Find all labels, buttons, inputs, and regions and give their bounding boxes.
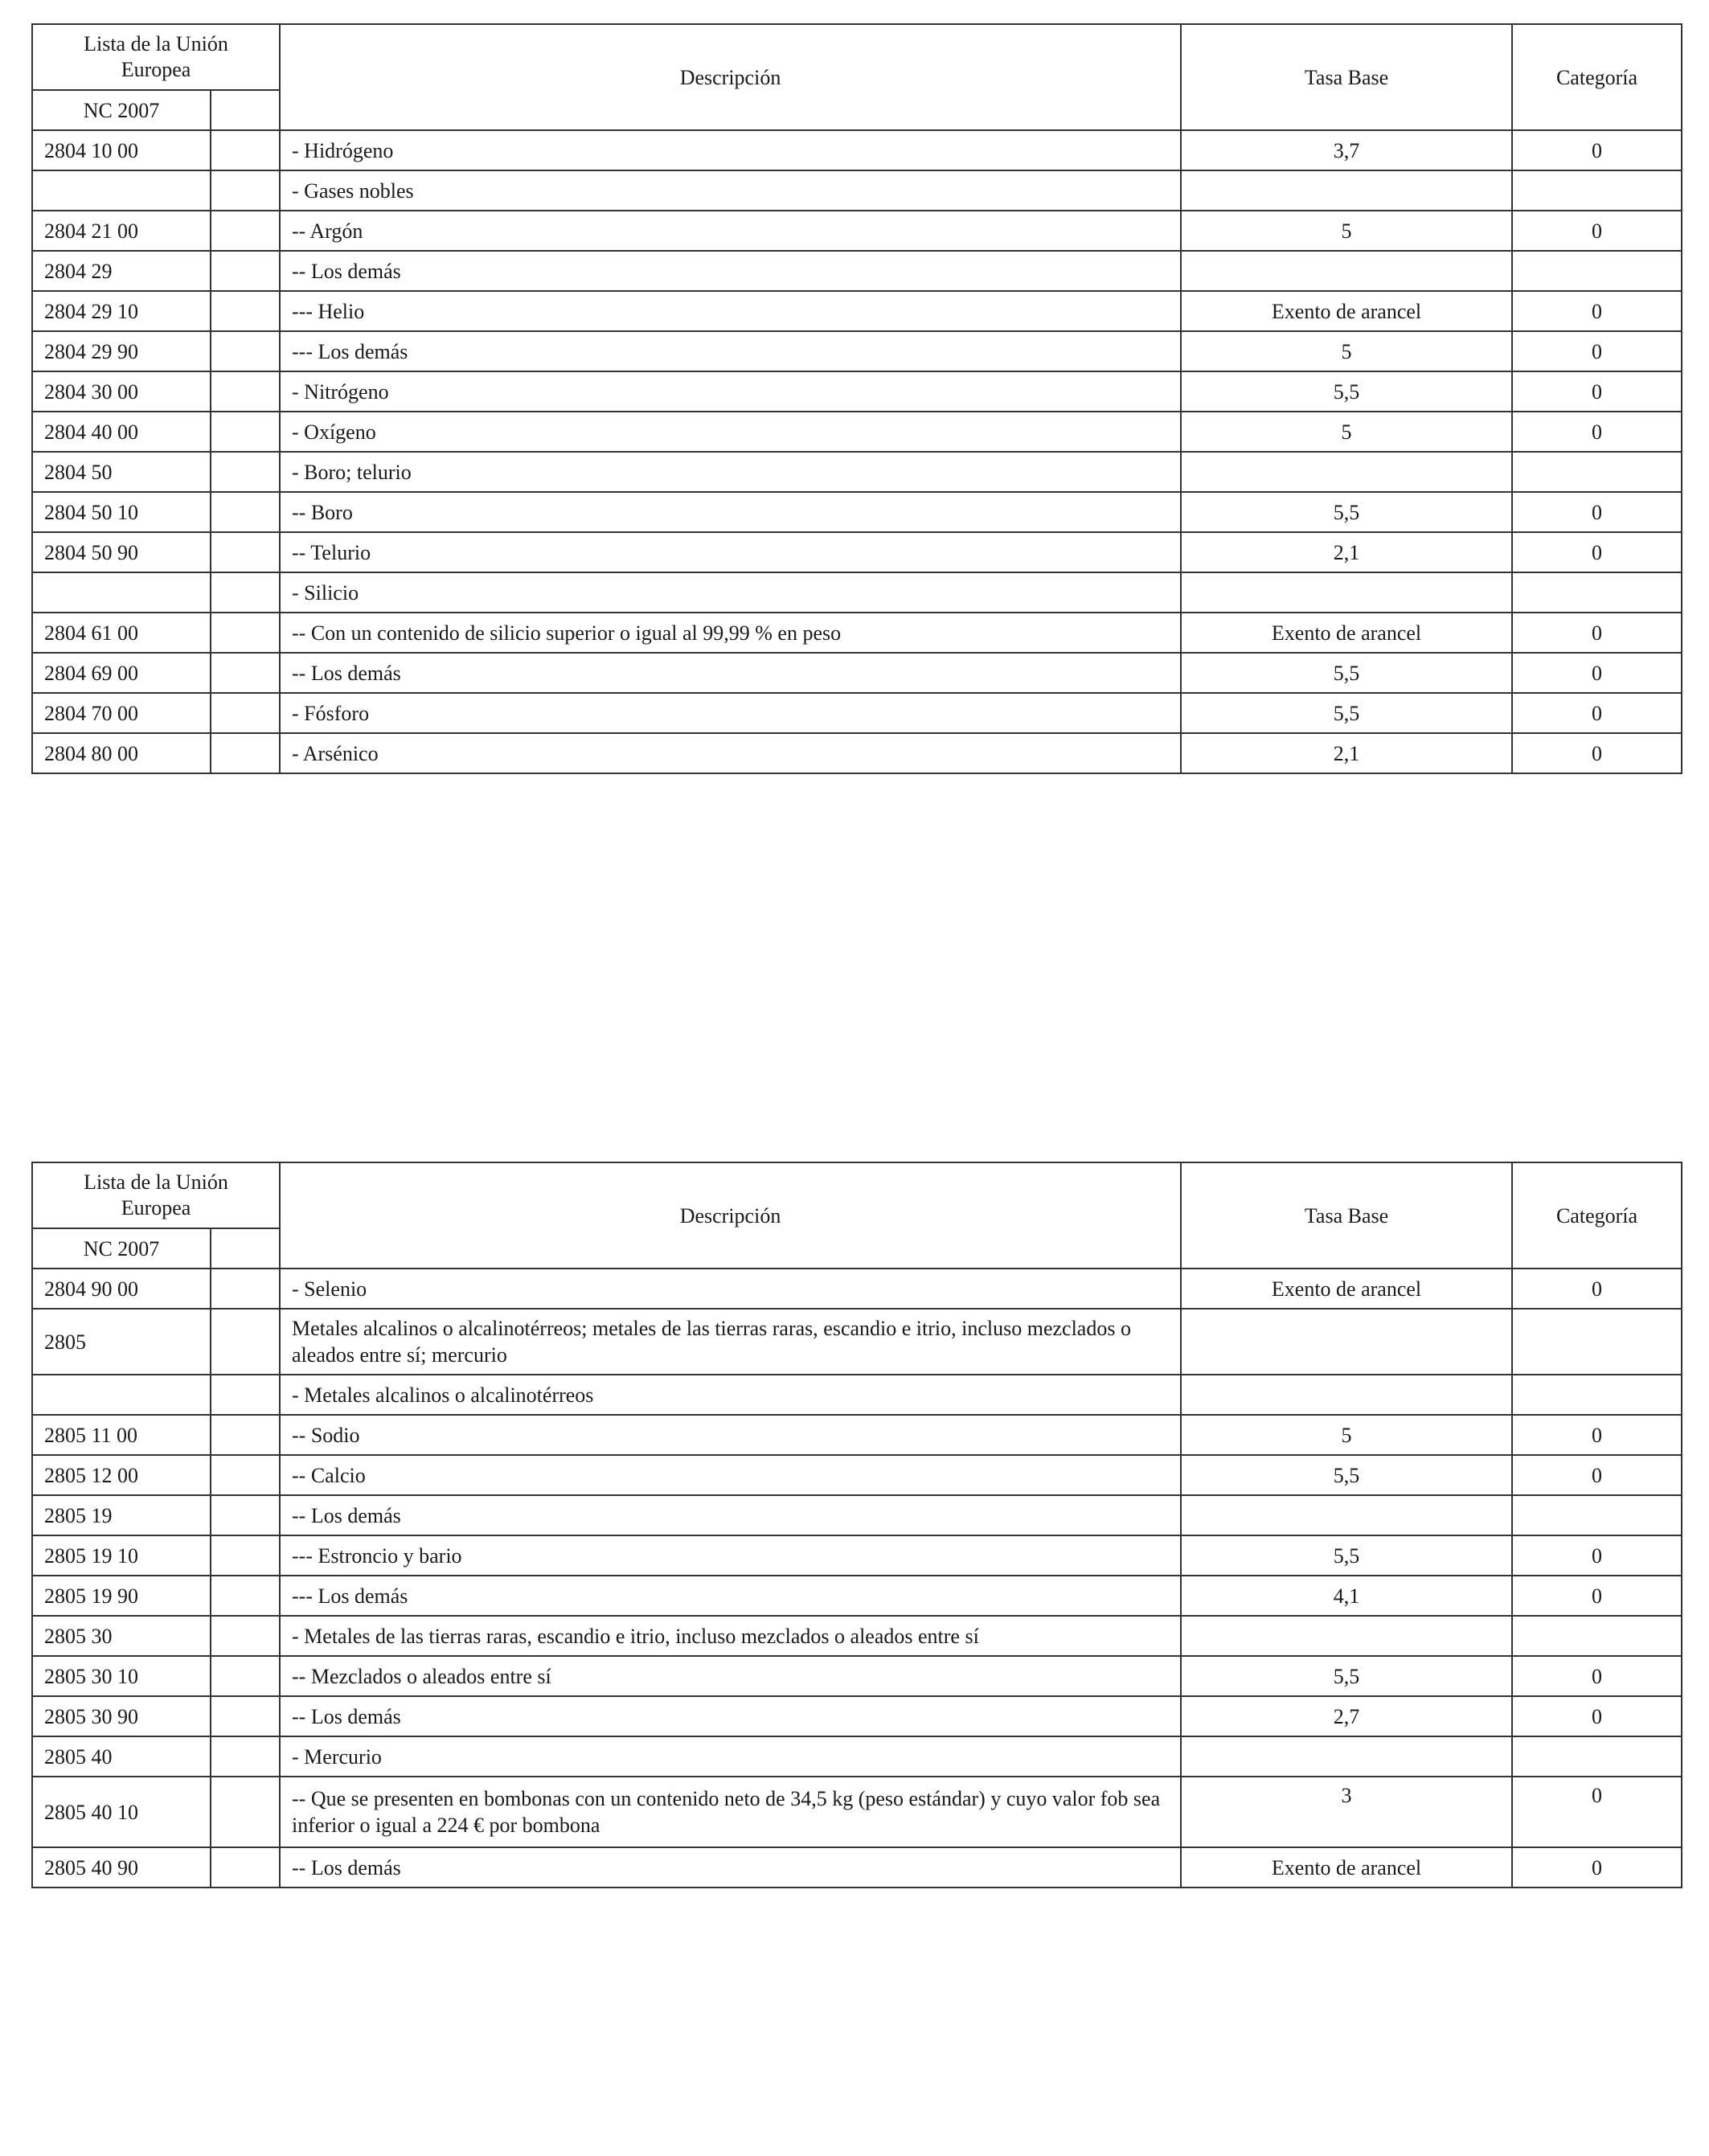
category-cell: 0 [1512, 1535, 1682, 1576]
description-cell: -- Los demás [280, 1696, 1181, 1736]
rate-cell: 5 [1181, 211, 1512, 251]
description-cell: -- Sodio [280, 1415, 1181, 1455]
category-cell: 0 [1512, 532, 1682, 572]
category-cell: 0 [1512, 653, 1682, 693]
description-cell: -- Los demás [280, 1495, 1181, 1535]
table-row [32, 170, 1682, 211]
empty-cell [211, 1777, 280, 1847]
category-cell [1512, 1309, 1682, 1375]
category-cell: 0 [1512, 1847, 1682, 1888]
code-cell: 2804 80 00 [32, 733, 211, 773]
empty-cell [211, 1309, 280, 1375]
empty-cell [211, 371, 280, 412]
table-row [32, 130, 1682, 170]
empty-cell [211, 1847, 280, 1888]
table-row [32, 532, 1682, 572]
header-empty-cell [211, 90, 280, 130]
header-list-line2: Europea [121, 1196, 191, 1219]
description-cell: -- Con un contenido de silicio superior o igual al 99,99 % en peso [280, 613, 1181, 653]
rate-cell: 5 [1181, 331, 1512, 371]
table-row [32, 371, 1682, 412]
category-cell: 0 [1512, 130, 1682, 170]
code-cell: 2804 50 10 [32, 492, 211, 532]
category-cell [1512, 1375, 1682, 1415]
header-list-line1: Lista de la Unión [84, 32, 228, 55]
header-description: Descripción [280, 1162, 1181, 1269]
code-cell: 2804 10 00 [32, 130, 211, 170]
description-cell: -- Calcio [280, 1455, 1181, 1495]
table-row [32, 693, 1682, 733]
category-cell: 0 [1512, 492, 1682, 532]
rate-cell [1181, 1736, 1512, 1777]
empty-cell [211, 613, 280, 653]
header-list-eu [32, 24, 280, 90]
description-cell: --- Estroncio y bario [280, 1535, 1181, 1576]
category-cell [1512, 1495, 1682, 1535]
rate-cell [1181, 1375, 1512, 1415]
header-nc: NC 2007 [32, 90, 211, 130]
description-cell: --- Los demás [280, 1576, 1181, 1616]
code-cell: 2804 50 [32, 452, 211, 492]
code-cell: 2804 29 [32, 251, 211, 291]
rate-cell: 5,5 [1181, 1455, 1512, 1495]
table-row [32, 1847, 1682, 1888]
code-cell: 2805 40 [32, 1736, 211, 1777]
rate-cell: 5 [1181, 1415, 1512, 1455]
code-cell: 2804 50 90 [32, 532, 211, 572]
code-cell: 2805 40 90 [32, 1847, 211, 1888]
empty-cell [211, 572, 280, 613]
category-cell: 0 [1512, 1415, 1682, 1455]
header-empty-cell [211, 1228, 280, 1269]
empty-cell [211, 693, 280, 733]
empty-cell [211, 412, 280, 452]
empty-cell [211, 1375, 280, 1415]
table-row [32, 1375, 1682, 1415]
rate-cell: Exento de arancel [1181, 613, 1512, 653]
rate-cell [1181, 452, 1512, 492]
table-row [32, 492, 1682, 532]
table-row [32, 1616, 1682, 1656]
category-cell [1512, 170, 1682, 211]
empty-cell [211, 251, 280, 291]
code-cell: 2805 30 90 [32, 1696, 211, 1736]
category-cell: 0 [1512, 613, 1682, 653]
rate-cell [1181, 1495, 1512, 1535]
description-cell: - Fósforo [280, 693, 1181, 733]
rate-cell [1181, 251, 1512, 291]
rate-cell: 4,1 [1181, 1576, 1512, 1616]
category-cell: 0 [1512, 331, 1682, 371]
code-cell: 2804 29 10 [32, 291, 211, 331]
rate-cell: 5,5 [1181, 1535, 1512, 1576]
header-rate: Tasa Base [1181, 24, 1512, 130]
tariff-table-2 [31, 1162, 1682, 1888]
description-cell: - Hidrógeno [280, 130, 1181, 170]
rate-cell [1181, 572, 1512, 613]
category-cell: 0 [1512, 371, 1682, 412]
category-cell [1512, 1616, 1682, 1656]
description-cell: - Metales alcalinos o alcalinotérreos [280, 1375, 1181, 1415]
header-list-line2: Europea [121, 58, 191, 81]
code-cell: 2805 40 10 [32, 1777, 211, 1847]
empty-cell [211, 733, 280, 773]
code-cell: 2804 21 00 [32, 211, 211, 251]
description-cell: --- Los demás [280, 331, 1181, 371]
table-row [32, 1777, 1682, 1847]
description-cell: - Nitrógeno [280, 371, 1181, 412]
tariff-table-2-body [32, 1162, 1682, 1888]
description-cell: -- Los demás [280, 1847, 1181, 1888]
category-cell: 0 [1512, 733, 1682, 773]
table-row [32, 1269, 1682, 1309]
description-cell: -- Telurio [280, 532, 1181, 572]
header-list-eu [32, 1162, 280, 1228]
table-row [32, 412, 1682, 452]
category-cell [1512, 251, 1682, 291]
empty-cell [211, 1696, 280, 1736]
code-cell: 2805 19 90 [32, 1576, 211, 1616]
description-cell: - Oxígeno [280, 412, 1181, 452]
category-cell: 0 [1512, 1656, 1682, 1696]
table-row [32, 613, 1682, 653]
description-cell: - Boro; telurio [280, 452, 1181, 492]
code-cell: 2805 11 00 [32, 1415, 211, 1455]
description-cell: -- Los demás [280, 251, 1181, 291]
rate-cell: Exento de arancel [1181, 1847, 1512, 1888]
description-cell: - Metales de las tierras raras, escandio e itrio, incluso mezclados o aleados entre sí [280, 1616, 1181, 1656]
empty-cell [211, 452, 280, 492]
rate-cell: 5,5 [1181, 693, 1512, 733]
empty-cell [211, 1576, 280, 1616]
rate-cell [1181, 1616, 1512, 1656]
rate-cell [1181, 1309, 1512, 1375]
category-cell: 0 [1512, 412, 1682, 452]
category-cell: 0 [1512, 1269, 1682, 1309]
category-cell: 0 [1512, 1777, 1682, 1847]
table-row [32, 1495, 1682, 1535]
code-cell: 2805 19 [32, 1495, 211, 1535]
empty-cell [211, 170, 280, 211]
tariff-table-1-body [32, 24, 1682, 773]
code-cell: 2804 29 90 [32, 331, 211, 371]
description-cell: -- Que se presenten en bombonas con un contenido neto de 34,5 kg (peso estándar) y cuyo valor fob sea inferior o igual a 224 € por bombona [280, 1777, 1181, 1847]
description-cell: - Silicio [280, 572, 1181, 613]
code-cell: 2805 [32, 1309, 211, 1375]
category-cell: 0 [1512, 1576, 1682, 1616]
description-cell: --- Helio [280, 291, 1181, 331]
table-row [32, 1656, 1682, 1696]
table-row [32, 452, 1682, 492]
code-cell: 2804 70 00 [32, 693, 211, 733]
header-description: Descripción [280, 24, 1181, 130]
rate-cell: 5 [1181, 412, 1512, 452]
empty-cell [211, 211, 280, 251]
header-category: Categoría [1512, 1162, 1682, 1269]
empty-cell [211, 1535, 280, 1576]
rate-cell [1181, 170, 1512, 211]
empty-cell [211, 1736, 280, 1777]
header-rate: Tasa Base [1181, 1162, 1512, 1269]
category-cell [1512, 572, 1682, 613]
code-cell: 2804 30 00 [32, 371, 211, 412]
table-row [32, 1576, 1682, 1616]
description-cell: - Mercurio [280, 1736, 1181, 1777]
empty-cell [211, 532, 280, 572]
code-cell [32, 1375, 211, 1415]
rate-cell: Exento de arancel [1181, 291, 1512, 331]
empty-cell [211, 1495, 280, 1535]
description-cell: - Selenio [280, 1269, 1181, 1309]
table-row [32, 1736, 1682, 1777]
empty-cell [211, 1656, 280, 1696]
rate-cell: 5,5 [1181, 653, 1512, 693]
description-cell: - Gases nobles [280, 170, 1181, 211]
description-cell: -- Mezclados o aleados entre sí [280, 1656, 1181, 1696]
category-cell: 0 [1512, 693, 1682, 733]
category-cell: 0 [1512, 1696, 1682, 1736]
rate-cell: 5,5 [1181, 1656, 1512, 1696]
table-row [32, 1455, 1682, 1495]
category-cell: 0 [1512, 1455, 1682, 1495]
rate-cell: 3 [1181, 1777, 1512, 1847]
description-cell: -- Argón [280, 211, 1181, 251]
table-row [32, 1309, 1682, 1375]
code-cell: 2804 69 00 [32, 653, 211, 693]
code-cell: 2805 19 10 [32, 1535, 211, 1576]
table-row [32, 291, 1682, 331]
description-cell: Metales alcalinos o alcalinotérreos; metales de las tierras raras, escandio e itrio, incluso mezclados o aleados entre sí; mercurio [280, 1309, 1181, 1375]
header-nc: NC 2007 [32, 1228, 211, 1269]
empty-cell [211, 653, 280, 693]
code-cell: 2804 90 00 [32, 1269, 211, 1309]
code-cell: 2805 12 00 [32, 1455, 211, 1495]
description-cell: -- Los demás [280, 653, 1181, 693]
table-row [32, 211, 1682, 251]
table-row [32, 733, 1682, 773]
empty-cell [211, 130, 280, 170]
header-list-line1: Lista de la Unión [84, 1170, 228, 1194]
rate-cell: 2,1 [1181, 532, 1512, 572]
code-cell: 2805 30 [32, 1616, 211, 1656]
empty-cell [211, 492, 280, 532]
empty-cell [211, 1616, 280, 1656]
table-row [32, 1696, 1682, 1736]
table-row [32, 251, 1682, 291]
category-cell: 0 [1512, 291, 1682, 331]
empty-cell [211, 291, 280, 331]
empty-cell [211, 1415, 280, 1455]
empty-cell [211, 1455, 280, 1495]
rate-cell: 3,7 [1181, 130, 1512, 170]
rate-cell: 5,5 [1181, 371, 1512, 412]
category-cell [1512, 1736, 1682, 1777]
empty-cell [211, 1269, 280, 1309]
description-cell: -- Boro [280, 492, 1181, 532]
code-cell [32, 170, 211, 211]
category-cell: 0 [1512, 211, 1682, 251]
table-row [32, 1415, 1682, 1455]
table-row [32, 653, 1682, 693]
rate-cell: 2,1 [1181, 733, 1512, 773]
header-category: Categoría [1512, 24, 1682, 130]
table-row [32, 331, 1682, 371]
code-cell [32, 572, 211, 613]
code-cell: 2804 61 00 [32, 613, 211, 653]
table-row [32, 572, 1682, 613]
rate-cell: 2,7 [1181, 1696, 1512, 1736]
table-row [32, 1535, 1682, 1576]
tariff-table-1 [31, 23, 1682, 774]
empty-cell [211, 331, 280, 371]
rate-cell: 5,5 [1181, 492, 1512, 532]
code-cell: 2804 40 00 [32, 412, 211, 452]
description-cell: - Arsénico [280, 733, 1181, 773]
rate-cell: Exento de arancel [1181, 1269, 1512, 1309]
code-cell: 2805 30 10 [32, 1656, 211, 1696]
category-cell [1512, 452, 1682, 492]
